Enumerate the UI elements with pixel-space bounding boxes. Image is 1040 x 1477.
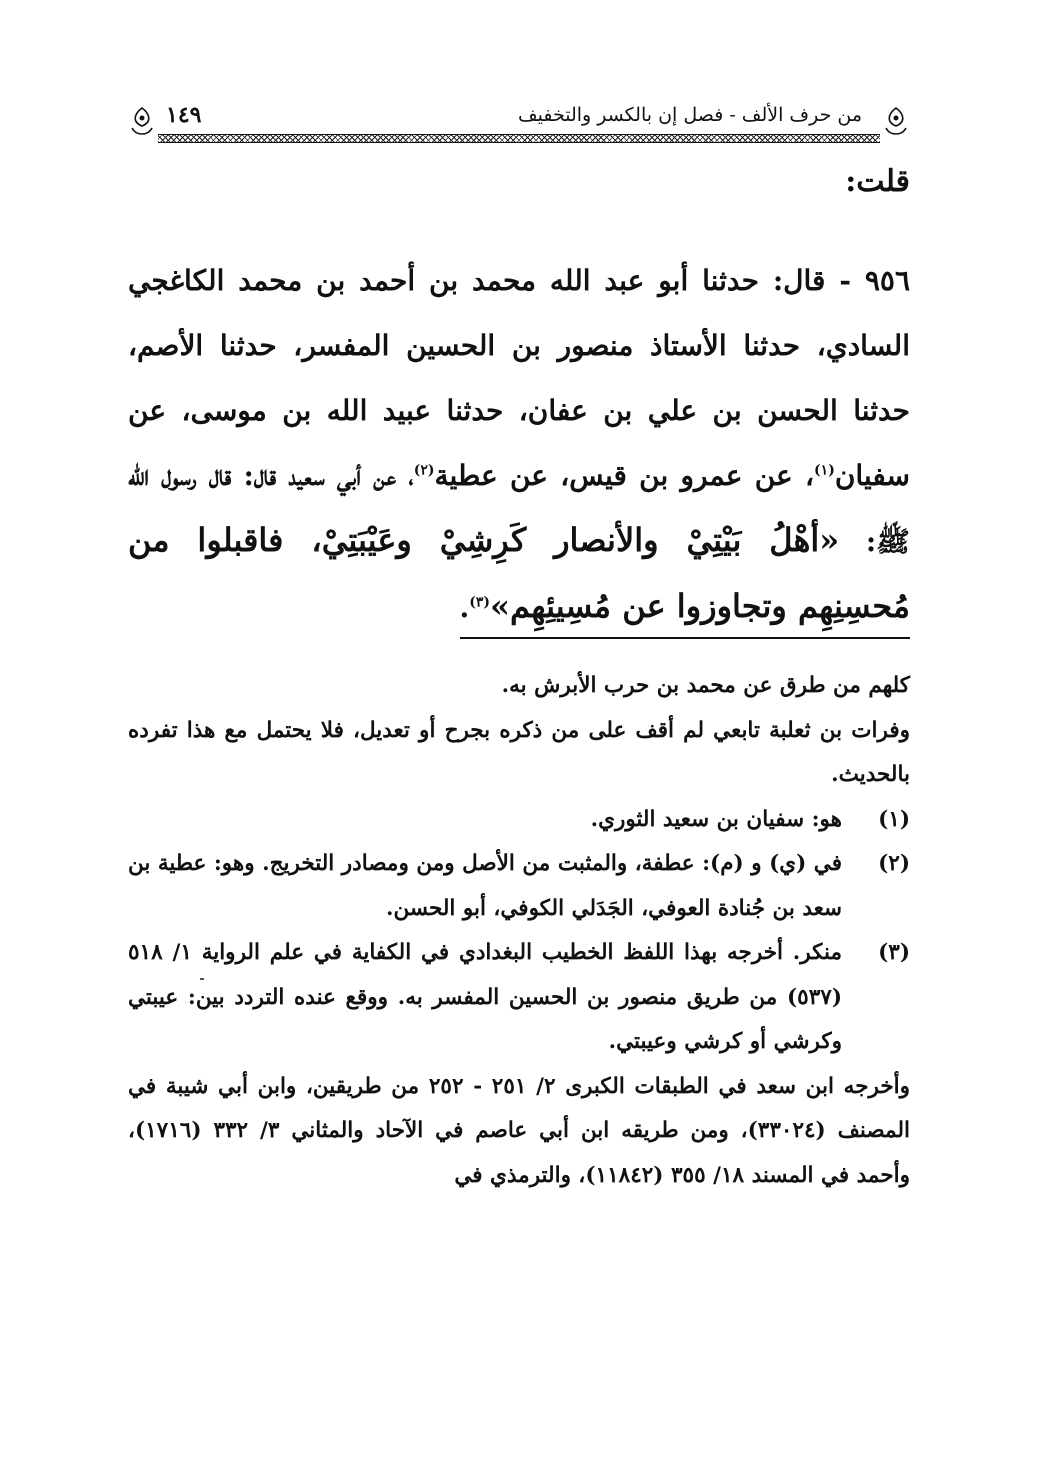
footnote-text: في (ي) و (م): عطفة، والمثبت من الأصل ومن ومصادر التخريج. وهو: عطية بن سعد بن جُنادة العوفي، الجَدَلي الكوفي، أبو الحسن.: [128, 851, 842, 921]
footnote-separator: [460, 637, 910, 639]
page-number: ١٤٩: [162, 102, 205, 128]
footnote-continuation: وأخرجه ابن سعد في الطبقات الكبرى ٢/ ٢٥١ - ٢٥٢ من طريقين، وابن أبي شيبة في المصنف (٣٣٠٢٤)، ومن طريقه ابن أبي عاصم في الآحاد والمثاني ٣/ ٣٣٢ (١٧١٦)، وأحمد في المسند ١٨/ ٣٥٥ (١١٨٤٢)، والترمذي في: [128, 1073, 910, 1188]
page-header: [128, 100, 910, 146]
footnotes-section: [128, 664, 910, 1198]
floral-ornament-icon: [882, 106, 910, 140]
footnote-ref-1[interactable]: (١): [814, 462, 835, 479]
footnote-item: [128, 842, 910, 931]
footnote-carryover-line: كلهم من طرق عن محمد بن حرب الأبرش به.: [501, 673, 910, 698]
footnote-ref-3[interactable]: (٣): [469, 594, 491, 611]
footnote-item: [128, 798, 910, 843]
header-decorative-rule: [158, 134, 880, 143]
hadith-matn: «أهْلُ بَيْتِيْ والأنصار كَرِشِيْ وعَيْبَتِيْ، فاقبلوا من مُحسِنِهِم وتجاوزوا عن مُسِيئِهِم»: [128, 521, 910, 625]
floral-ornament-icon: [128, 106, 156, 140]
footnote-carryover-paragraph: وفرات بن ثعلبة تابعي لم أقف على من ذكره بجرح أو تعديل، فلا يحتمل مع هذا تفرده بالحديث.: [128, 717, 910, 787]
print-speck: [200, 978, 204, 980]
sentence-end: .: [459, 591, 470, 624]
footnote-number: (٢): [878, 851, 910, 876]
footnote-text: منكر. أخرجه بهذا اللفظ الخطيب البغدادي في الكفاية في علم الرواية ١/ ٥١٨ (٥٣٧) من طريق منصور بن الحسين المفسر به. ووقع عنده التردد بين: عيبتي وكرشي أو كرشي وعيبتي.: [128, 940, 842, 1054]
isnad-continuation-2: ، عن أبي سعيد قال: قال رسول الله ﷺ:: [128, 459, 911, 558]
footnote-text: هو: سفيان بن سعيد الثوري.: [590, 806, 842, 832]
qult-heading: قلت:: [845, 164, 910, 199]
hadith-paragraph: [128, 248, 910, 640]
footnote-number: (١): [878, 806, 910, 832]
running-title: من حرف الألف - فصل إن بالكسر والتخفيف: [512, 104, 868, 126]
footnote-item: [128, 931, 910, 1065]
footnote-ref-2[interactable]: (٢): [413, 462, 435, 479]
isnad-continuation: ، عن عمرو بن قيس، عن عطية: [434, 459, 815, 492]
isnad-text: ٩٥٦ - قال: حدثنا أبو عبد الله محمد بن أحمد بن محمد الكاغجي السادي، حدثنا الأستاذ منصور بن الحسين المفسر، حدثنا الأصم، حدثنا الحسن بن علي بن عفان، حدثنا عبيد الله بن موسى، عن سفيان: [128, 264, 910, 492]
footnote-number: (٣): [878, 940, 910, 965]
